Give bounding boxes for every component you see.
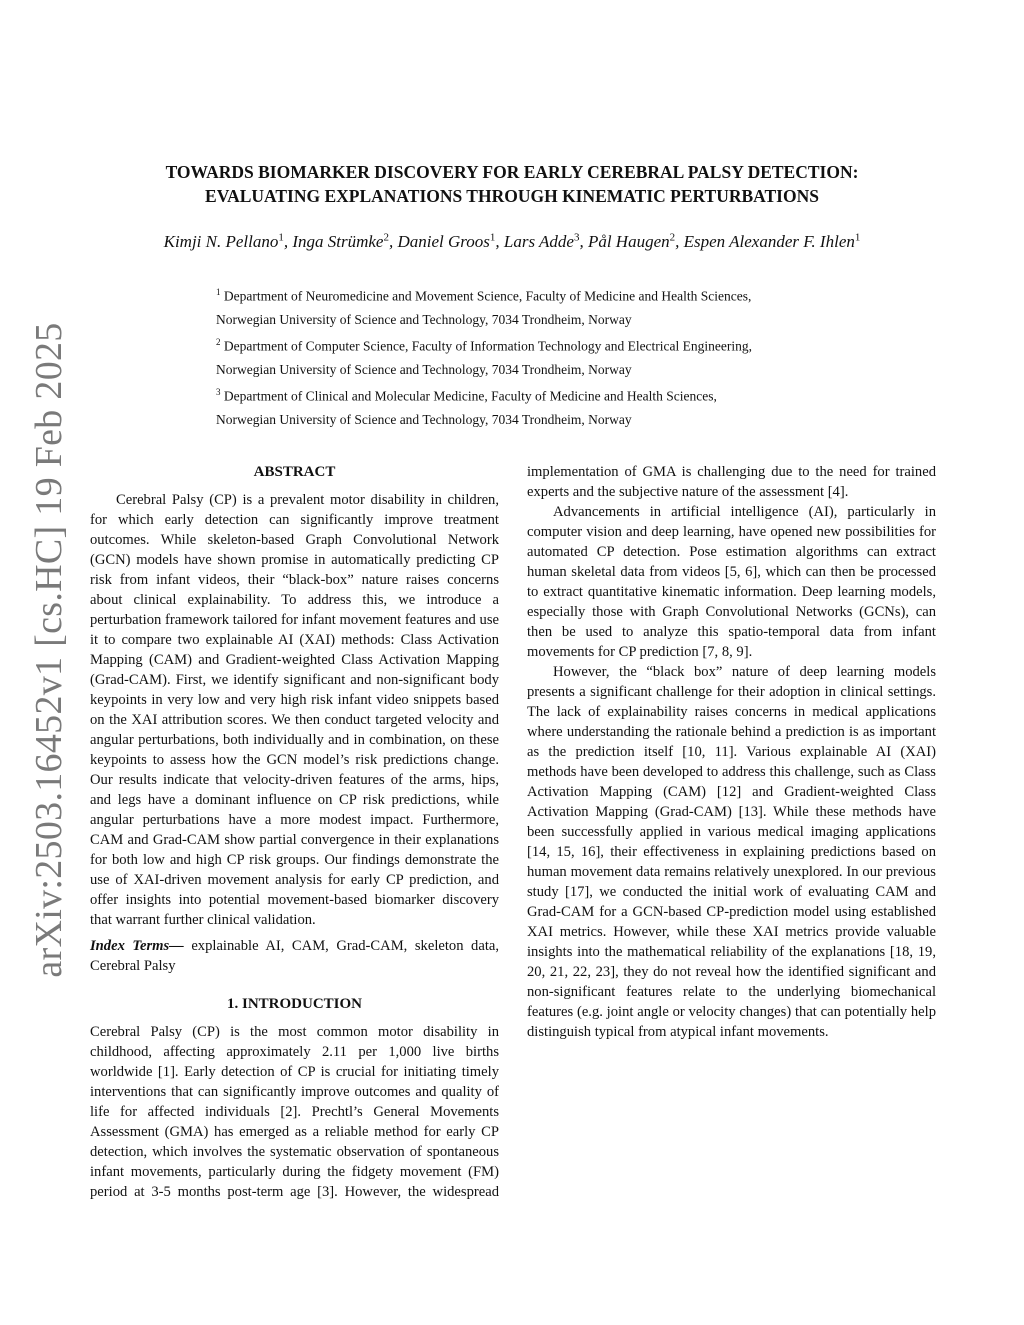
affiliation-line: $^1$ Department of Neuromedicine and Movement Science, Faculty of Medicine and Health Sciences, [216, 287, 752, 304]
affiliation-line: Norwegian University of Science and Technology, 7034 Trondheim, Norway [216, 311, 632, 327]
abstract-heading: ABSTRACT [253, 464, 336, 480]
index-terms [90, 936, 499, 976]
introduction-paragraph-3: However, the “black box” nature of deep learning models presents a significant challenge for their adoption in clinical settings. The lack of explainability raises concerns in medical applications where understanding the rationale behind a prediction is as important as the prediction itself [10, 11]. Various explainable AI (XAI) methods have been developed to address this challenge, such as Class Activation Mapping (CAM) [12] and Gradient-weighted Class Activation Mapping (Grad-CAM) [13]. While these methods have been successfully applied in various medical imaging applications [14, 15, 16], their effectiveness in explaining predictions based on human movement data remains relatively unexplored. In our previous study [17], we conducted the initial work of evaluating CAM and Grad-CAM for a GCN-based CP-prediction model using established XAI metrics. However, while these XAI metrics provide valuable insights into the mathematical reliability of the explanations [18, 19, 20, 21, 22, 23], they do not reveal how the identified significant and non-significant features relate to the underlying biomechanical features (e.g. joint angle or velocity changes) that can potentially help distinguish typical from atypical infant movements. [527, 664, 936, 1040]
author-list [40, 231, 984, 252]
author: Pål Haugen$^2$, [587, 231, 684, 251]
introduction-paragraph-2: Advancements in artificial intelligence (AI), particularly in computer vision and deep learning, have opened new possibilities for automated CP detection. Pose estimation algorithms can extract human skeletal data from videos [5, 6], which can then be processed to extract quantitative kinematic information. Deep learning models, especially those with Graph Convolutional Networks (GCNs), can then be used to analyze this spatio-temporal data from infant movements for CP prediction [7, 8, 9]. [527, 504, 936, 660]
arxiv-identifier: arXiv:2503.16452v1 [cs.HC] 19 Feb 2025 [28, 322, 70, 978]
title-line-2: EVALUATING EXPLANATIONS THROUGH KINEMATIC PERTURBATIONS [205, 186, 819, 206]
author: Inga Strümke$^2$, [292, 231, 398, 251]
author: Kimji N. Pellano$^1$, [163, 231, 293, 251]
author: Lars Adde$^3$, [503, 231, 588, 251]
author: Daniel Groos$^1$, [397, 231, 504, 251]
paper-title [60, 160, 964, 208]
index-terms-text: explainable AI, CAM, Grad-CAM, skeleton data, Cerebral Palsy [90, 938, 500, 974]
introduction-paragraph-1: Cerebral Palsy (CP) is the most common motor disability in childhood, affecting approximately 2.11 per 1,000 live births worldwide [1]. Early detection of CP is crucial for initiating timely interventions that can significantly improve outcomes and quality of life for affected individuals [2]. Prechtl’s General Movements Assessment (GMA) has emerged as a reliable method for early CP detection, which involves the systematic observation of spontaneous infant movements, particularly during the fidgety movement (FM) period at 3-5 months post-term age [3]. However, the widespread [90, 1024, 499, 1200]
introduction-paragraph-1-continued: implementation of GMA is challenging due to the need for trained experts and the subjective nature of the assessment [4]. [527, 464, 936, 500]
index-terms-label: Index Terms— [90, 938, 184, 954]
left-column [90, 462, 499, 1202]
affiliation-line: Norwegian University of Science and Technology, 7034 Trondheim, Norway [216, 361, 632, 377]
affiliations [216, 281, 936, 431]
right-column [527, 462, 936, 1042]
affiliation-line: Norwegian University of Science and Technology, 7034 Trondheim, Norway [216, 411, 632, 427]
affiliation-line: $^3$ Department of Clinical and Molecular Medicine, Faculty of Medicine and Health Sciences, [216, 387, 717, 404]
abstract-text: Cerebral Palsy (CP) is a prevalent motor disability in children, for which early detection can significantly improve treatment outcomes. While skeleton-based Graph Convolutional Network (GCN) models have shown promise in automatically predicting CP risk from infant videos, their “black-box” nature raises concerns about clinical explainability. To address this, we introduce a perturbation framework tailored for infant movement features and use it to compare two explainable AI (XAI) methods: Class Activation Mapping (CAM) and Gradient-weighted Class Activation Mapping (Grad-CAM). First, we identify significant and non-significant body keypoints in very low and very high risk infant video snippets based on the XAI attribution scores. We then conduct targeted velocity and angular perturbations, both individually and in combination, on these keypoints to assess how the GCN model’s risk predictions change. Our results indicate that velocity-driven features of the arms, hips, and legs have a dominant influence on CP risk predictions, while angular perturbations have a more modest impact. Furthermore, CAM and Grad-CAM show partial convergence in their explanations for both low and high CP risk groups. Our findings demonstrate the use of XAI-driven movement analysis for early CP prediction, and offer insights into potential movement-based biomarker discovery that warrant further clinical validation. [90, 492, 499, 928]
affiliation-line: $^2$ Department of Computer Science, Faculty of Information Technology and Electrical Engineering, [216, 337, 753, 354]
title-line-1: TOWARDS BIOMARKER DISCOVERY FOR EARLY CEREBRAL PALSY DETECTION: [165, 162, 859, 182]
introduction-heading: 1. INTRODUCTION [226, 996, 362, 1012]
author: Espen Alexander F. Ihlen$^1$ [683, 231, 861, 251]
